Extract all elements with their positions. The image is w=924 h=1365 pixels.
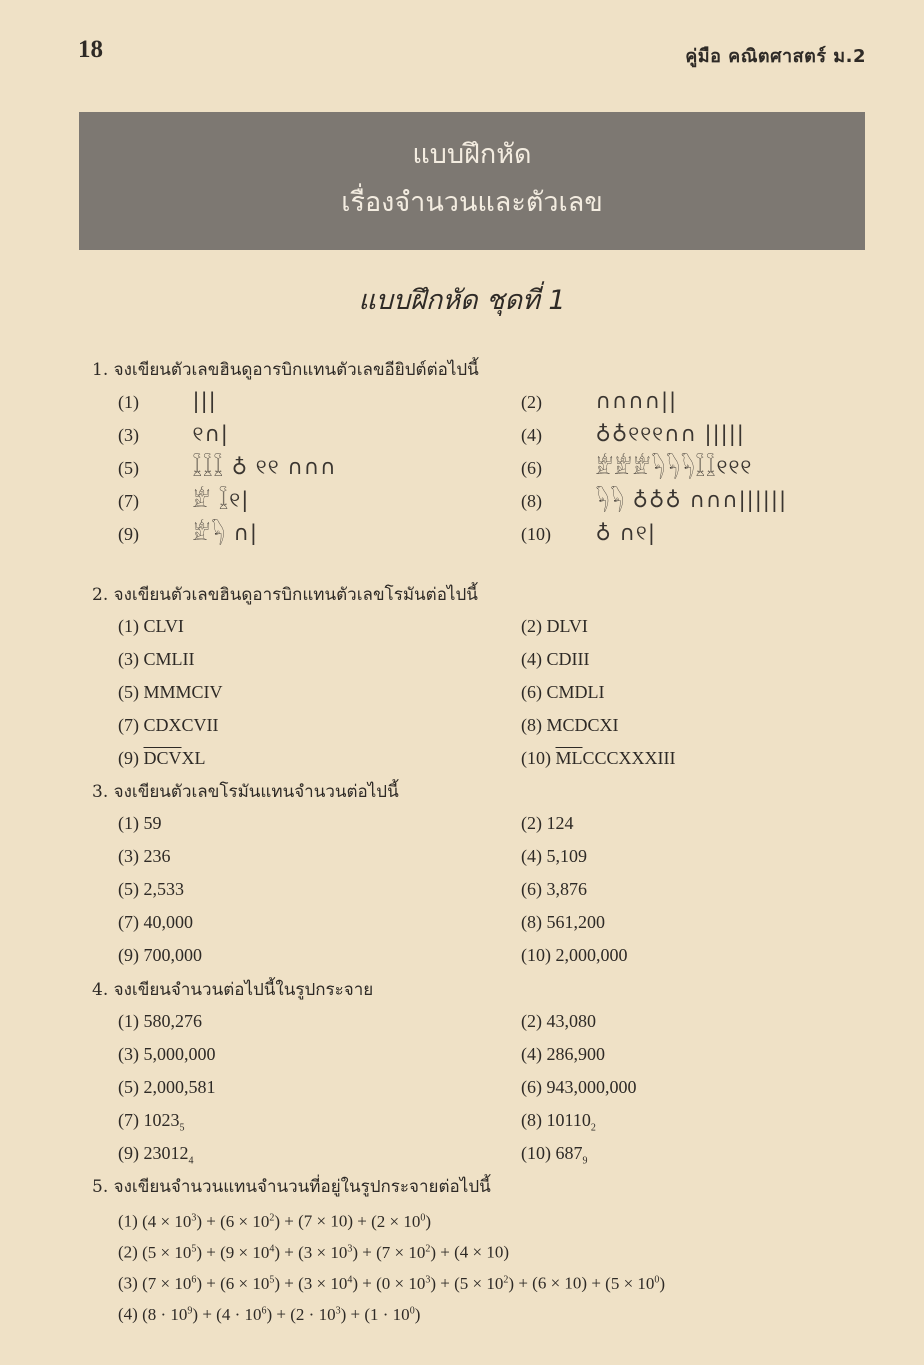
item-value: 286,900 (546, 1044, 605, 1064)
item-label: (2) (521, 813, 542, 833)
item-label: (7) (118, 715, 139, 735)
item-value: 43,080 (546, 1011, 596, 1031)
item-value: CLVI (143, 616, 184, 636)
exponent: 2 (269, 1212, 275, 1223)
item-value: ||| (192, 389, 217, 413)
question-heading: 4. จงเขียนจำนวนต่อไปนี้ในรูปกระจาย (92, 980, 374, 1000)
item-value: 943,000,000 (546, 1077, 637, 1097)
chapter-banner (79, 112, 865, 250)
exercise-item (521, 517, 921, 550)
exercise-item (118, 484, 521, 517)
item-value: CDIII (546, 649, 590, 669)
exercise-item (118, 1071, 521, 1104)
item-label: (4) (521, 649, 542, 669)
exponent: 2 (425, 1243, 431, 1254)
item-value: 580,276 (143, 1011, 202, 1031)
item-label: (4) (521, 846, 542, 866)
item-value: ∩∩∩∩|| (595, 389, 678, 413)
item-label: (5) (118, 682, 139, 702)
expanded-term: $(5 \times 10^5)$ (142, 1242, 202, 1262)
expanded-term: $(8 \cdot 10^9)$ (142, 1304, 199, 1324)
exercise-item (118, 1104, 521, 1137)
item-label: (4) (521, 425, 542, 445)
exponent: 9 (187, 1305, 193, 1316)
exercise-item (521, 709, 921, 742)
expanded-term: $(2 \times 10^0)$ (371, 1211, 432, 1231)
item-label: (10) (521, 524, 551, 544)
question-5 (92, 1172, 892, 1326)
exponent: 4 (347, 1274, 353, 1285)
exponent: 5 (269, 1274, 275, 1285)
question-items (118, 807, 892, 972)
item-value: 𓁨𓁨𓁨𓆐𓆐𓆐𓆼𓆼୧୧୧ (595, 455, 753, 479)
question-1 (92, 355, 892, 550)
exercise-item (118, 709, 521, 742)
exercise-item (118, 643, 521, 676)
expanded-term: $(7 \times 10^6)$ (142, 1273, 202, 1293)
exercise-item (118, 517, 521, 550)
item-label: (10) (521, 748, 551, 768)
item-value: CDXCVII (143, 715, 219, 735)
overlined-numeral: $\overline{DCV}$ (143, 748, 182, 768)
item-label: (7) (118, 1110, 139, 1130)
item-value: 124 (546, 813, 574, 833)
exercise-item (118, 610, 521, 643)
item-label: (2) (118, 1242, 143, 1262)
exponent: 5 (191, 1243, 197, 1254)
item-value: CCCXXXIII (582, 748, 676, 768)
expanded-term: $(4 \cdot 10^6)$ (216, 1304, 273, 1324)
exercise-item (118, 451, 521, 484)
exponent: 0 (420, 1212, 426, 1223)
exercise-item (118, 1005, 521, 1038)
exercise-item (521, 385, 921, 418)
question-items (118, 385, 892, 550)
expanded-term: (6 × 10) (532, 1273, 588, 1293)
exercise-set-title: แบบฝึกหัด ชุดที่ 1 (358, 285, 566, 316)
item-label: (4) (118, 1304, 143, 1324)
exercise-item (118, 676, 521, 709)
exercise-item (521, 418, 921, 451)
item-label: (5) (118, 879, 139, 899)
item-value: 2,000,000 (555, 945, 628, 965)
item-value: 2,000,581 (143, 1077, 216, 1097)
question-heading: 1. จงเขียนตัวเลขฮินดูอารบิกแทนตัวเลขอียิปต์ต่อไปนี้ (92, 360, 479, 380)
item-label: (8) (521, 912, 542, 932)
item-label: (3) (118, 1273, 143, 1293)
expanded-term: $(6 \times 10^2)$ (220, 1211, 281, 1231)
number-base: 2 (590, 1122, 596, 1134)
exercise-item (521, 610, 921, 643)
exponent: 6 (261, 1305, 267, 1316)
page-number: 18 (78, 36, 103, 63)
expanded-term: $(1 \cdot 10^0)$ (364, 1304, 421, 1324)
exercise-item (118, 1137, 521, 1170)
expanded-term: $(3 \times 10^3)$ (298, 1242, 359, 1262)
expanded-form-item: (1) $(4 \times 10^3) + (6 \times 10^2) + (7 \times 10) + (2 \times 10^0)$ (118, 1211, 432, 1231)
item-value: 𓆐𓆐 ♁♁♁ ∩∩∩|||||| (595, 488, 788, 512)
item-label: (2) (521, 1011, 542, 1031)
item-label: (6) (521, 1077, 542, 1097)
item-value: CMLII (143, 649, 195, 669)
item-label: (7) (118, 912, 139, 932)
item-value: 236 (143, 846, 171, 866)
item-value: 59 (143, 813, 162, 833)
item-label: (3) (118, 1044, 139, 1064)
item-value: 5,000,000 (143, 1044, 216, 1064)
question-heading: 3. จงเขียนตัวเลขโรมันแทนจำนวนต่อไปนี้ (92, 782, 399, 802)
exercise-item (521, 1104, 921, 1137)
item-value: 5,109 (546, 846, 587, 866)
exponent: 4 (269, 1243, 275, 1254)
item-value: XL (181, 748, 206, 768)
expanded-term: $(4 \times 10^3)$ (142, 1211, 202, 1231)
item-value: 1023 (143, 1110, 180, 1130)
item-value: ♁ ∩୧| (595, 521, 656, 545)
item-label: (9) (118, 945, 139, 965)
expanded-term: $(3 \times 10^4)$ (298, 1273, 359, 1293)
item-value: 700,000 (143, 945, 202, 965)
item-label: (4) (521, 1044, 542, 1064)
item-value: ୧∩| (192, 422, 229, 446)
exercise-item (118, 840, 521, 873)
banner-title: แบบฝึกหัด (412, 139, 532, 170)
exercise-item (118, 807, 521, 840)
exercise-item (521, 840, 921, 873)
exercise-item (521, 1038, 921, 1071)
expanded-form-item: (4) $(8 \cdot 10^9) + (4 \cdot 10^6) + (2 \cdot 10^3) + (1 \cdot 10^0)$ (118, 1304, 421, 1324)
number-base: 9 (582, 1155, 588, 1167)
item-value: 𓁨 𓆼୧| (192, 488, 250, 512)
item-label: (9) (118, 748, 139, 768)
exercise-item (118, 939, 521, 972)
exercise-item (118, 1038, 521, 1071)
item-label: (2) (521, 616, 542, 636)
item-label: (6) (521, 879, 542, 899)
expanded-form-item: (2) $(5 \times 10^5) + (9 \times 10^4) + (3 \times 10^3) + (7 \times 10^2) + (4 \times 10)$ (118, 1242, 510, 1262)
item-value: 561,200 (546, 912, 605, 932)
expanded-term: $(6 \times 10^5)$ (220, 1273, 281, 1293)
exercise-item (521, 906, 921, 939)
expanded-term: $(9 \times 10^4)$ (220, 1242, 281, 1262)
exercise-item (118, 906, 521, 939)
item-value: 40,000 (143, 912, 193, 932)
overlined-numeral: $\overline{ML}$ (555, 748, 583, 768)
item-value: ♁♁୧୧୧∩∩ ||||| (595, 422, 745, 446)
exercise-item (521, 1005, 921, 1038)
exercise-item (521, 676, 921, 709)
number-base: 5 (179, 1122, 185, 1134)
item-value: 23012 (143, 1143, 189, 1163)
item-label: (2) (521, 392, 542, 412)
item-label: (5) (118, 1077, 139, 1097)
item-label: (9) (118, 524, 139, 544)
item-value: 𓆼𓆼𓆼 ♁ ୧୧ ∩∩∩ (192, 455, 337, 479)
expanded-term: $(7 \times 10^2)$ (376, 1242, 437, 1262)
exponent: 3 (425, 1274, 431, 1285)
item-label: (8) (521, 491, 542, 511)
question-items (118, 610, 892, 775)
question-3 (92, 777, 892, 972)
item-value: MMMCIV (143, 682, 223, 702)
item-label: (1) (118, 813, 139, 833)
exponent: 0 (409, 1305, 415, 1316)
item-label: (1) (118, 616, 139, 636)
exercise-item (118, 873, 521, 906)
question-items (92, 1202, 892, 1326)
item-label: (1) (118, 392, 139, 412)
exercise-item (521, 807, 921, 840)
item-label: (8) (521, 715, 542, 735)
item-value: 10110 (546, 1110, 591, 1130)
question-heading: 2. จงเขียนตัวเลขฮินดูอารบิกแทนตัวเลขโรมันต่อไปนี้ (92, 585, 478, 605)
exercise-item (118, 742, 521, 775)
expanded-term: (4 × 10) (454, 1242, 510, 1262)
exercise-item (521, 1137, 921, 1170)
expanded-term: $(0 \times 10^3)$ (376, 1273, 437, 1293)
item-value: MCDCXI (546, 715, 619, 735)
exercise-item (521, 643, 921, 676)
expanded-term: $(2 \cdot 10^3)$ (290, 1304, 347, 1324)
question-2 (92, 580, 892, 775)
exercise-item (521, 742, 921, 775)
running-head: คู่มือ คณิตศาสตร์ ม.2 (685, 46, 866, 67)
item-value: 𓁨𓆐 ∩| (192, 521, 258, 545)
exercise-item (118, 418, 521, 451)
item-label: (8) (521, 1110, 542, 1130)
exponent: 3 (191, 1212, 197, 1223)
exercise-item (521, 451, 921, 484)
exercise-item (521, 484, 921, 517)
item-label: (9) (118, 1143, 139, 1163)
exponent: 2 (503, 1274, 509, 1285)
item-value: 2,533 (143, 879, 184, 899)
exponent: 3 (335, 1305, 341, 1316)
question-items (118, 1005, 892, 1170)
item-value: CMDLI (546, 682, 605, 702)
exponent: 6 (191, 1274, 197, 1285)
item-label: (3) (118, 425, 139, 445)
expanded-term: $(5 \times 10^0)$ (605, 1273, 666, 1293)
item-label: (6) (521, 682, 542, 702)
item-value: 3,876 (546, 879, 587, 899)
item-label: (1) (118, 1211, 143, 1231)
expanded-term: $(5 \times 10^2)$ (454, 1273, 515, 1293)
item-value: 687 (555, 1143, 583, 1163)
exercise-item (521, 1071, 921, 1104)
banner-subtitle: เรื่องจำนวนและตัวเลข (341, 187, 603, 218)
item-label: (10) (521, 945, 551, 965)
question-heading: 5. จงเขียนจำนวนแทนจำนวนที่อยู่ในรูปกระจายต่อไปนี้ (92, 1177, 491, 1197)
exercise-item (118, 385, 521, 418)
exponent: 0 (654, 1274, 660, 1285)
item-label: (3) (118, 649, 139, 669)
item-label: (7) (118, 491, 139, 511)
item-label: (10) (521, 1143, 551, 1163)
expanded-form-item: (3) $(7 \times 10^6) + (6 \times 10^5) + (3 \times 10^4) + (0 \times 10^3) + (5 \times 10^2) + (6 \times 10) + (5 \times 10^0)$ (118, 1273, 666, 1293)
number-base: 4 (188, 1155, 194, 1167)
exercise-item (521, 873, 921, 906)
exercise-item (521, 939, 921, 972)
question-4 (92, 975, 892, 1170)
item-label: (5) (118, 458, 139, 478)
item-label: (6) (521, 458, 542, 478)
item-label: (1) (118, 1011, 139, 1031)
item-label: (3) (118, 846, 139, 866)
expanded-term: (7 × 10) (298, 1211, 354, 1231)
item-value: DLVI (546, 616, 588, 636)
exponent: 3 (347, 1243, 353, 1254)
